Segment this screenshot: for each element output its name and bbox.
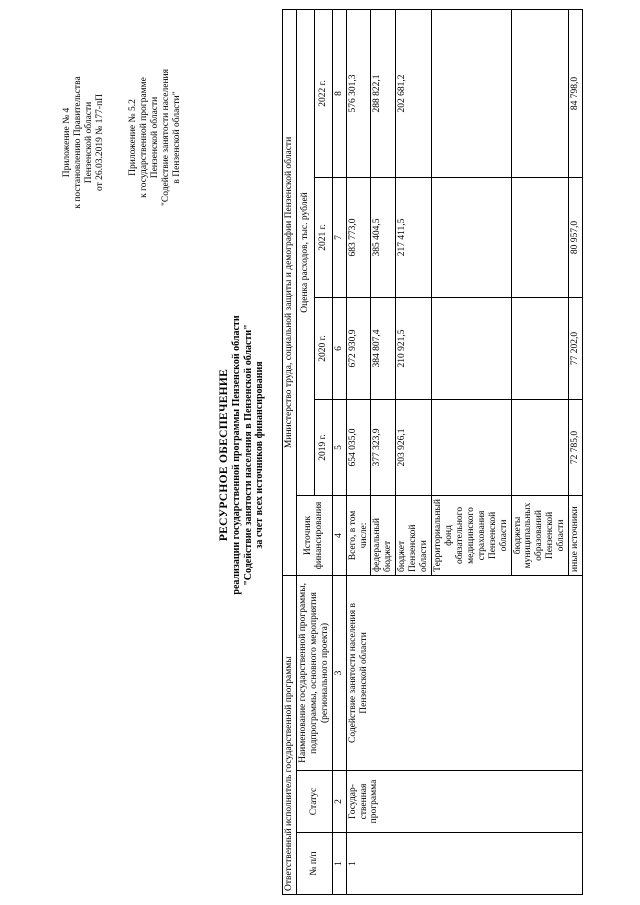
- row-number: 1: [346, 833, 582, 895]
- column-index: 4: [332, 495, 346, 575]
- value-cell: 385 404,5: [371, 177, 396, 297]
- value-cell: 384 807,4: [371, 297, 396, 399]
- appendix-5-2-line-5: в Пензенской области": [171, 91, 182, 184]
- value-cell: 202 681,2: [396, 9, 432, 177]
- value-cell: 210 921,5: [396, 297, 432, 399]
- value-cell: 654 035,0: [346, 399, 371, 495]
- source-label: бюджет Пензенской области: [396, 495, 432, 575]
- value-cell: [432, 177, 511, 297]
- col-num-header: № п/п: [296, 833, 332, 895]
- source-label: иные источники: [569, 495, 583, 575]
- value-cell: 288 822,1: [371, 9, 396, 177]
- appendix-4-line-3: Пензенской области: [83, 101, 94, 184]
- col-source-header: Источник финансирования: [296, 495, 332, 575]
- value-cell: 576 301,3: [346, 9, 371, 177]
- table-row: [346, 9, 371, 894]
- appendix-5-2-line-2: к государственной программе: [138, 77, 149, 198]
- column-index: 2: [332, 771, 346, 833]
- title-line-4: за счет всех источников финансирования: [254, 361, 266, 549]
- executor-row: [283, 9, 297, 894]
- value-cell: 84 798,0: [569, 9, 583, 177]
- header-row-1: [296, 9, 314, 894]
- year-header: 2022 г.: [314, 9, 332, 177]
- appendix-5-2-line-4: "Содействие занятости населения: [160, 69, 171, 206]
- value-cell: [432, 9, 511, 177]
- year-header: 2021 г.: [314, 177, 332, 297]
- value-cell: 80 957,0: [569, 177, 583, 297]
- source-label: бюджеты муниципальных образований Пензенской области: [511, 495, 569, 575]
- title-line-3: "Содействие занятости населения в Пензенской области": [242, 324, 254, 586]
- value-cell: 377 323,9: [371, 399, 396, 495]
- row-program-name: Содействие занятости населения в Пензенской области: [346, 575, 582, 770]
- source-label: Территориальный фонд обязательного медицинского страхования Пензенской области: [432, 495, 511, 575]
- value-cell: [511, 399, 569, 495]
- year-header: 2020 г.: [314, 297, 332, 399]
- value-cell: [511, 9, 569, 177]
- column-index: 3: [332, 575, 346, 770]
- title-line-2: реализации государственной программы Пензенской области: [231, 315, 243, 595]
- appendix-4-line-2: к постановлению Правительства: [72, 76, 83, 209]
- appendix-5-2-line-1: Приложение № 5.2: [128, 99, 138, 176]
- value-cell: 77 202,0: [569, 297, 583, 399]
- source-label: федеральный бюджет: [371, 495, 396, 575]
- value-cell: [432, 297, 511, 399]
- column-index: 5: [332, 399, 346, 495]
- appendix-4-header: [62, 35, 106, 250]
- column-index: 7: [332, 177, 346, 297]
- year-header: 2019 г.: [314, 399, 332, 495]
- value-cell: [511, 297, 569, 399]
- row-status: Государ-ственная программа: [346, 771, 582, 833]
- title-line-1: РЕСУРСНОЕ ОБЕСПЕЧЕНИЕ: [218, 368, 230, 542]
- value-cell: 672 930,9: [346, 297, 371, 399]
- appendix-4-line-4: от 26.03.2019 № 177-пП: [94, 93, 105, 192]
- col-name-header: Наименование государственной программы, подпрограммы, основного мероприятия (регионального проекта): [296, 575, 332, 770]
- col-status-header: Статус: [296, 771, 332, 833]
- column-index: 6: [332, 297, 346, 399]
- col-estimate-header: Оценка расходов, тыс. рублей: [296, 9, 314, 495]
- executor-value: Министерство труда, социальной защиты и демографии Пензенской области: [283, 9, 297, 575]
- source-label: Всего, в том числе:: [346, 495, 371, 575]
- column-index: 8: [332, 9, 346, 177]
- document-title: [218, 275, 266, 635]
- value-cell: 203 926,1: [396, 399, 432, 495]
- executor-label: Ответственный исполнитель государственной программы: [283, 575, 297, 894]
- value-cell: 217 411,5: [396, 177, 432, 297]
- appendix-5-2-header: [128, 30, 183, 245]
- resource-table: [282, 9, 583, 895]
- column-index-row: [332, 9, 346, 894]
- appendix-4-line-1: Приложение № 4: [62, 107, 72, 178]
- value-cell: [432, 399, 511, 495]
- value-cell: 72 785,0: [569, 399, 583, 495]
- column-index: 1: [332, 833, 346, 895]
- value-cell: 683 773,0: [346, 177, 371, 297]
- value-cell: [511, 177, 569, 297]
- appendix-5-2-line-3: Пензенской области: [149, 96, 160, 179]
